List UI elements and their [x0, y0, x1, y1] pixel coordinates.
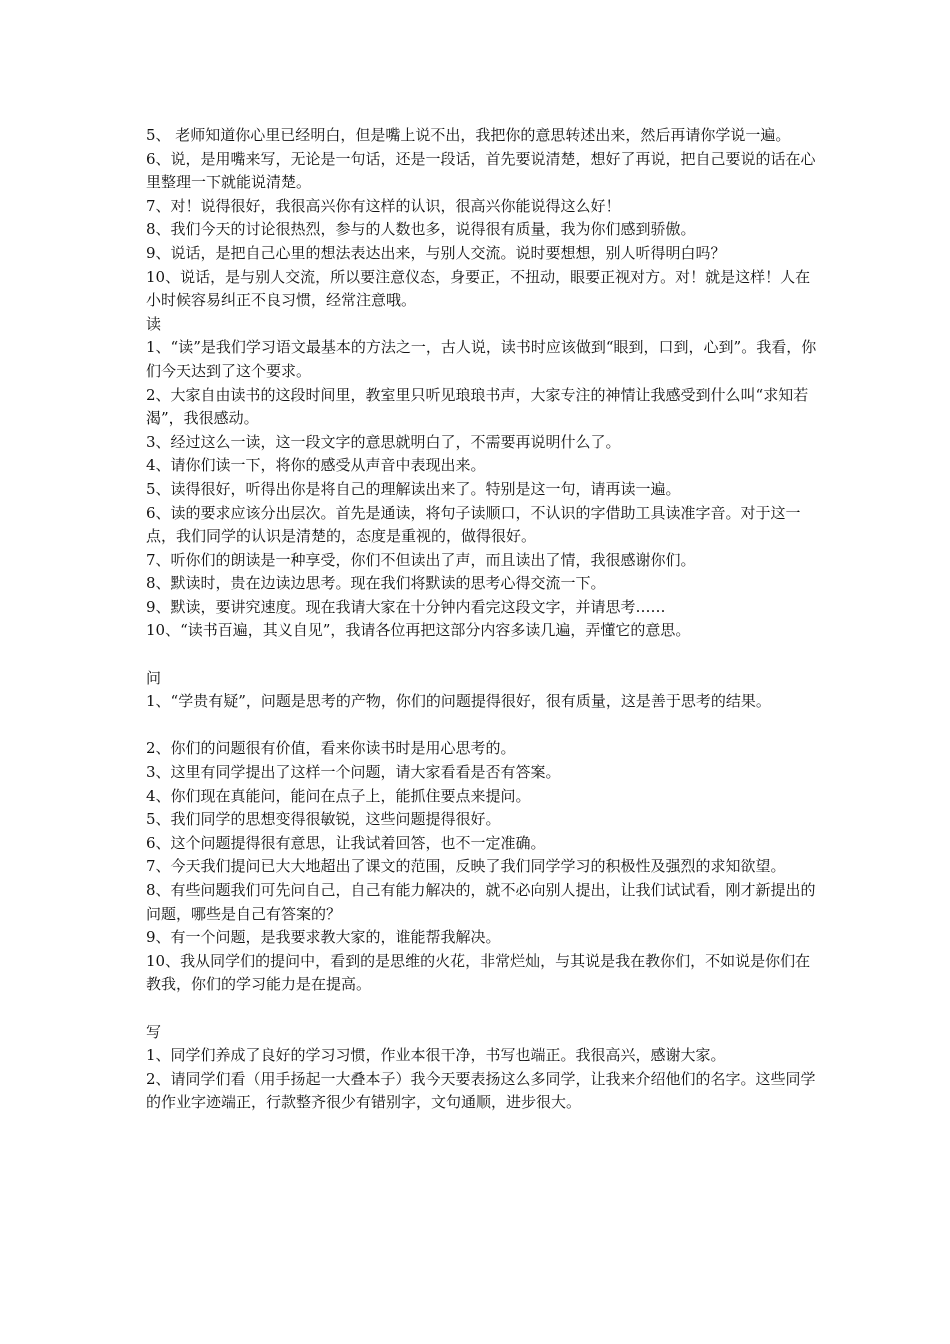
ask-section	[146, 667, 818, 997]
speak-item-9: 9、说话，是把自己心里的想法表达出来，与别人交流。说时要想想，别人听得明白吗？	[146, 243, 726, 262]
read-item-3: 3、经过这么一读，这一段文字的意思就明白了，不需要再说明什么了。	[146, 432, 621, 451]
read-item-4: 4、请你们读一下，将你的感受从声音中表现出来。	[146, 456, 486, 475]
blank-line	[146, 714, 818, 738]
read-item-7: 7、听你们的朗读是一种享受，你们不但读出了声，而且读出了情，我很感谢你们。	[146, 550, 696, 569]
speak-item-10: 10、说话，是与别人交流，所以要注意仪态，身要正，不扭动，眼要正视对方。对！就是这样！人在小时候容易纠正不良习惯，经常注意哦。	[146, 267, 811, 310]
speak-item-6: 6、说，是用嘴来写，无论是一句话，还是一段话，首先要说清楚，想好了再说，把自己要说的话在心里整理一下就能说清楚。	[146, 149, 816, 192]
ask-item-3: 3、这里有同学提出了这样一个问题，请大家看看是否有答案。	[146, 763, 561, 782]
section-spacer	[146, 997, 818, 1021]
read-item-10: 10、“读书百遍，其义自见”，我请各位再把这部分内容多读几遍，弄懂它的意思。	[146, 621, 691, 640]
section-spacer	[146, 643, 818, 667]
read-item-6: 6、读的要求应该分出层次。首先是通读，将句子读顺口，不认识的字借助工具读准字音。对于这一点，我们同学的认识是清楚的，态度是重视的，做得很好。	[146, 503, 801, 546]
write-item-2: 2、请同学们看（用手扬起一大叠本子）我今天要表扬这么多同学，让我来介绍他们的名字。这些同学的作业字迹端正，行款整齐很少有错别字，文句通顺，进步很大。	[146, 1069, 816, 1112]
ask-item-5: 5、我们同学的思想变得很敏锐，这些问题提得很好。	[146, 810, 501, 829]
write-heading: 写	[146, 1022, 162, 1041]
read-item-8: 8、默读时，贵在边读边思考。现在我们将默读的思考心得交流一下。	[146, 574, 606, 593]
document-body	[146, 124, 818, 1115]
write-item-1: 1、同学们养成了良好的学习习惯，作业本很干净，书写也端正。我很高兴，感谢大家。	[146, 1046, 726, 1065]
write-section	[146, 1021, 818, 1115]
ask-item-6: 6、这个问题提得很有意思，让我试着回答，也不一定准确。	[146, 833, 546, 852]
ask-heading: 问	[146, 668, 162, 687]
read-heading: 读	[146, 314, 162, 333]
ask-item-8: 8、有些问题我们可先问自己，自己有能力解决的，就不必向别人提出，让我们试试看，刚才新提出的问题，哪些是自己有答案的？	[146, 881, 816, 923]
ask-item-9: 9、有一个问题，是我要求教大家的，谁能帮我解决。	[146, 928, 501, 947]
speak-section	[146, 124, 818, 313]
speak-item-8: 8、我们今天的讨论很热烈，参与的人数也多，说得很有质量，我为你们感到骄傲。	[146, 220, 696, 239]
ask-item-7: 7、今天我们提问已大大地超出了课文的范围，反映了我们同学学习的积极性及强烈的求知欲望。	[146, 857, 786, 876]
read-item-2: 2、大家自由读书的这段时间里，教室里只听见琅琅书声，大家专注的神情让我感受到什么叫“求知若渴”，我很感动。	[146, 385, 809, 428]
read-item-5: 5、读得很好，听得出你是将自己的理解读出来了。特别是这一句，请再读一遍。	[146, 479, 681, 498]
speak-item-7: 7、对！说得很好，我很高兴你有这样的认识，很高兴你能说得这么好！	[146, 196, 621, 215]
ask-item-2: 2、你们的问题很有价值，看来你读书时是用心思考的。	[146, 739, 516, 758]
speak-item-5: 5、 老师知道你心里已经明白，但是嘴上说不出，我把你的意思转述出来，然后再请你学说一遍。	[146, 126, 791, 144]
ask-item-1: 1、“学贵有疑”，问题是思考的产物，你们的问题提得很好，很有质量，这是善于思考的结果。	[146, 692, 771, 711]
ask-item-10: 10、我从同学们的提问中，看到的是思维的火花，非常烂灿，与其说是我在教你们，不如说是你们在教我，你们的学习能力是在提高。	[146, 951, 811, 994]
ask-item-4: 4、你们现在真能问，能问在点子上，能抓住要点来提问。	[146, 786, 531, 805]
read-item-1: 1、“读”是我们学习语文最基本的方法之一，古人说，读书时应该做到“眼到，口到，心到”。我看，你们今天达到了这个要求。	[146, 338, 817, 380]
read-section	[146, 313, 818, 643]
read-item-9: 9、默读，要讲究速度。现在我请大家在十分钟内看完这段文字，并请思考……	[146, 597, 666, 616]
